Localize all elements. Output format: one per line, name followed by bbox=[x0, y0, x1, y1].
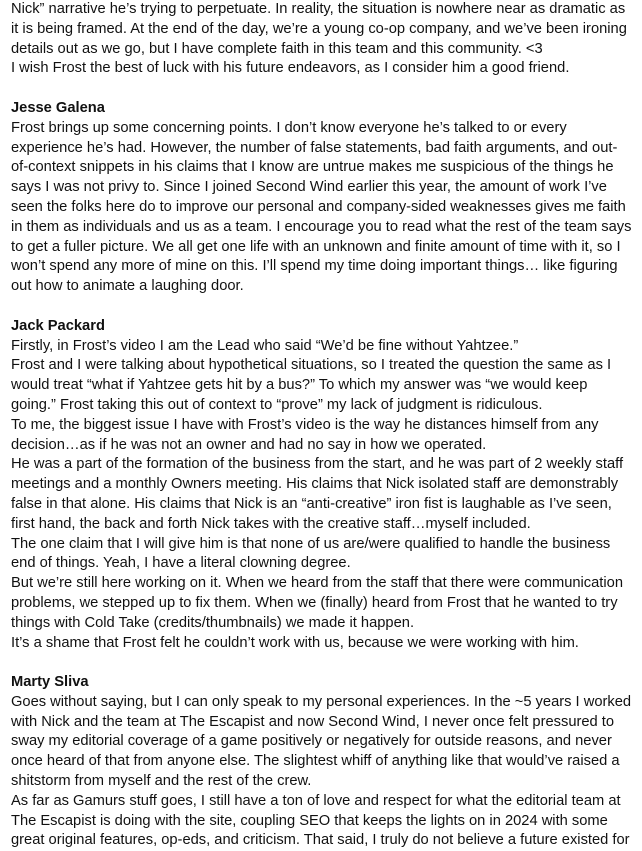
statement-paragraph: He was a part of the formation of the business from the start, and he was part of 2 weekly staff meetings and a monthly Owners meeting. His claims that Nick isolated staff are demonstrably false in that alone. His claims that Nick is an “anti-creative” iron fist is laughable as I’ve seen, first hand, the back and forth Nick takes with the creative staff…myself included. bbox=[11, 456, 624, 532]
statement-paragraph: I wish Frost the best of luck with his future endeavors, as I consider him a good friend. bbox=[11, 60, 570, 77]
statement-paragraph: As far as Gamurs stuff goes, I still have a ton of love and respect for what the editorial team at The Escapist is doing with the site, coupling SEO that keeps the lights on in 2024 with some great original features, op-eds, and criticism. That said, I truly do not believe a future existed for bbox=[11, 792, 630, 849]
section-spacer bbox=[11, 79, 632, 99]
author-heading: Jack Packard bbox=[11, 317, 105, 334]
statement-paragraph: The one claim that I will give him is that none of us are/were qualified to handle the business end of things. Yeah, I have a literal clowning degree. bbox=[11, 535, 611, 572]
statement-paragraph: But we’re still here working on it. When we heard from the staff that there were communication problems, we stepped up to fix them. When we (finally) heard from Frost that he wanted to try things with Cold Take (credits/thumbnails) we made it happen. bbox=[11, 575, 623, 631]
author-heading: Marty Sliva bbox=[11, 674, 89, 691]
statement-paragraph: Frost and I were talking about hypothetical situations, so I treated the question the same as I would treat “what if Yahtzee gets hit by a bus?” To which my answer was “we would keep going.” Frost taking this out of context to “prove” my lack of judgment is ridiculous. bbox=[11, 357, 612, 413]
statement-paragraph: Nick” narrative he’s trying to perpetuate. In reality, the situation is nowhere near as dramatic as it is being framed. At the end of the day, we’re a young co-op company, and we’ve been ironing details out as we go, but I have complete faith in this team and this community. <3 bbox=[11, 1, 627, 57]
statement-section-marty-sliva bbox=[11, 673, 632, 851]
statement-paragraph: It’s a shame that Frost felt he couldn’t work with us, because we were working with him. bbox=[11, 634, 579, 651]
statement-paragraph: Firstly, in Frost’s video I am the Lead who said “We’d be fine without Yahtzee.” bbox=[11, 337, 519, 354]
section-spacer bbox=[11, 653, 632, 673]
statement-section-jesse-galena bbox=[11, 99, 632, 297]
statement-section-jack-packard bbox=[11, 317, 632, 654]
statement-paragraph: To me, the biggest issue I have with Frost’s video is the way he distances himself from any decision…as if he was not an owner and had no say in how we operated. bbox=[11, 416, 599, 453]
statement-paragraph: Frost brings up some concerning points. I don’t know everyone he’s talked to or every experience he’s had. However, the number of false statements, bad faith arguments, and out-of-context snippets in his claims that I know are untrue makes me suspicious of the things he says I was not privy to. Since I joined Second Wind earlier this year, the amount of work I’ve seen the folks here do to improve our personal and company-sided weaknesses gives me faith in them as individuals and us as a team. I encourage you to read what the rest of the team says to get a fuller picture. We all get one life with an unknown and finite amount of time with it, so I won’t spend any more of mine on this. I’ll spend my time doing important things… like figuring out how to animate a laughing door. bbox=[11, 119, 632, 295]
statement-paragraph: Goes without saying, but I can only speak to my personal experiences. In the ~5 years I worked with Nick and the team at The Escapist and now Second Wind, I never once felt pressured to sway my editorial coverage of a game positively or negatively for outside reasons, and never once heard of that from anyone else. The slightest whiff of anything like that would’ve raised a shitstorm from myself and the rest of the crew. bbox=[11, 693, 632, 790]
statement-section-intro bbox=[11, 0, 632, 79]
author-heading: Jesse Galena bbox=[11, 99, 105, 116]
section-spacer bbox=[11, 297, 632, 317]
